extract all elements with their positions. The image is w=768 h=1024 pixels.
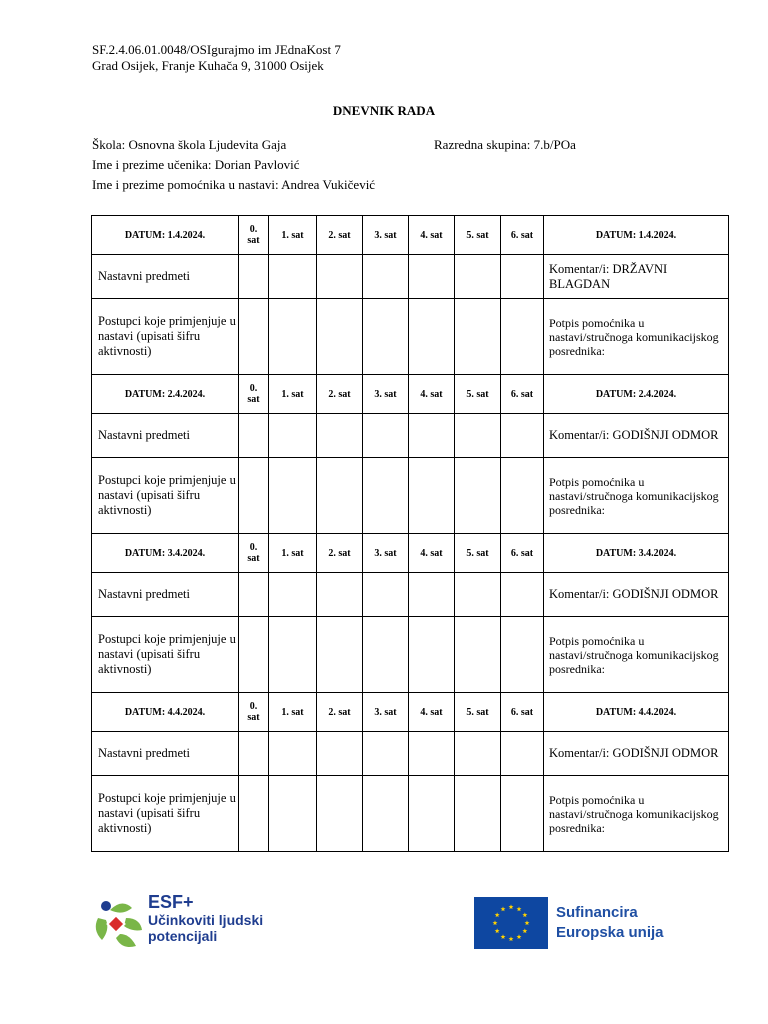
- subjects-label: Nastavni predmeti: [92, 255, 239, 299]
- subject-entry-cell[interactable]: [239, 414, 269, 458]
- subjects-label: Nastavni predmeti: [92, 573, 239, 617]
- subject-entry-cell[interactable]: [239, 255, 269, 299]
- period-0-header: [239, 693, 269, 732]
- procedure-entry-cell[interactable]: [409, 617, 455, 693]
- period-header: 1. sat: [269, 216, 317, 255]
- procedure-entry-cell[interactable]: [409, 299, 455, 375]
- period-header: 1. sat: [269, 693, 317, 732]
- project-code: SF.2.4.06.01.0048/OSIgurajmo im JEdnaKost 7: [92, 42, 341, 57]
- subject-entry-cell[interactable]: [455, 573, 501, 617]
- procedure-entry-cell[interactable]: [455, 299, 501, 375]
- procedures-row: [92, 458, 729, 534]
- procedure-entry-cell[interactable]: [363, 776, 409, 852]
- procedures-label: Postupci koje primjenjuje u nastavi (upisati šifru aktivnosti): [92, 299, 239, 375]
- procedure-entry-cell[interactable]: [363, 617, 409, 693]
- period-header: 2. sat: [317, 534, 363, 573]
- subject-entry-cell[interactable]: [317, 573, 363, 617]
- work-log-table: [91, 215, 729, 852]
- procedure-entry-cell[interactable]: [269, 776, 317, 852]
- period-header: 4. sat: [409, 375, 455, 414]
- document-title: DNEVNIK RADA: [332, 103, 436, 118]
- procedure-entry-cell[interactable]: [501, 617, 544, 693]
- subject-entry-cell[interactable]: [363, 414, 409, 458]
- esf-logo: [92, 892, 282, 956]
- comment-cell: Komentar/i: GODIŠNJI ODMOR: [544, 414, 729, 458]
- subject-entry-cell[interactable]: [501, 414, 544, 458]
- date-cell-right: DATUM: 2.4.2024.: [544, 375, 729, 414]
- subjects-label: Nastavni predmeti: [92, 414, 239, 458]
- procedure-entry-cell[interactable]: [269, 458, 317, 534]
- procedures-row: [92, 299, 729, 375]
- subject-entry-cell[interactable]: [409, 732, 455, 776]
- procedure-entry-cell[interactable]: [455, 776, 501, 852]
- comment-cell: Komentar/i: DRŽAVNI BLAGDAN: [544, 255, 729, 299]
- period-0-word: sat: [247, 394, 260, 405]
- subject-entry-cell[interactable]: [455, 414, 501, 458]
- date-cell-right: DATUM: 4.4.2024.: [544, 693, 729, 732]
- date-cell-right: DATUM: 1.4.2024.: [544, 216, 729, 255]
- subject-entry-cell[interactable]: [409, 414, 455, 458]
- procedures-label: Postupci koje primjenjuje u nastavi (upisati šifru aktivnosti): [92, 458, 239, 534]
- period-header: 5. sat: [455, 216, 501, 255]
- period-header: 2. sat: [317, 216, 363, 255]
- subject-entry-cell[interactable]: [409, 573, 455, 617]
- period-0-word: sat: [247, 235, 260, 246]
- eu-line1: Sufinancira: [556, 904, 638, 921]
- period-header: 6. sat: [501, 216, 544, 255]
- eu-flag-icon: [474, 897, 548, 949]
- period-header: 6. sat: [501, 693, 544, 732]
- procedure-entry-cell[interactable]: [501, 299, 544, 375]
- comment-cell: Komentar/i: GODIŠNJI ODMOR: [544, 732, 729, 776]
- period-0-word: sat: [247, 553, 260, 564]
- period-header: 4. sat: [409, 693, 455, 732]
- procedure-entry-cell[interactable]: [239, 299, 269, 375]
- period-0-number: 0.: [249, 542, 258, 553]
- period-header: 3. sat: [363, 534, 409, 573]
- period-header: 6. sat: [501, 534, 544, 573]
- document-header: [92, 42, 341, 74]
- subject-entry-cell[interactable]: [269, 414, 317, 458]
- eu-line2: Europska unija: [556, 924, 664, 941]
- subject-entry-cell[interactable]: [409, 255, 455, 299]
- day-header-row: [92, 693, 729, 732]
- period-header: 4. sat: [409, 216, 455, 255]
- procedure-entry-cell[interactable]: [363, 458, 409, 534]
- subject-entry-cell[interactable]: [239, 573, 269, 617]
- signature-cell: Potpis pomoćnika u nastavi/stručnoga komunikacijskog posrednika:: [544, 458, 729, 534]
- procedure-entry-cell[interactable]: [409, 458, 455, 534]
- subjects-label: Nastavni predmeti: [92, 732, 239, 776]
- procedure-entry-cell[interactable]: [363, 299, 409, 375]
- date-cell: DATUM: 1.4.2024.: [92, 216, 239, 255]
- procedure-entry-cell[interactable]: [317, 458, 363, 534]
- subject-entry-cell[interactable]: [269, 255, 317, 299]
- organization-address: Grad Osijek, Franje Kuhača 9, 31000 Osijek: [92, 58, 324, 73]
- esf-flower-icon: [92, 896, 144, 952]
- period-header: 1. sat: [269, 375, 317, 414]
- assistant-field: Ime i prezime pomoćnika u nastavi: Andrea Vukičević: [92, 177, 376, 192]
- procedures-row: [92, 617, 729, 693]
- period-header: 3. sat: [363, 375, 409, 414]
- subject-entry-cell[interactable]: [363, 255, 409, 299]
- procedures-label: Postupci koje primjenjuje u nastavi (upisati šifru aktivnosti): [92, 617, 239, 693]
- subject-entry-cell[interactable]: [317, 732, 363, 776]
- period-0-header: [239, 216, 269, 255]
- signature-cell: Potpis pomoćnika u nastavi/stručnoga komunikacijskog posrednika:: [544, 617, 729, 693]
- class-group-field: Razredna skupina: 7.b/POa: [434, 137, 576, 152]
- procedure-entry-cell[interactable]: [317, 299, 363, 375]
- procedure-entry-cell[interactable]: [317, 776, 363, 852]
- subject-entry-cell[interactable]: [501, 732, 544, 776]
- procedure-entry-cell[interactable]: [239, 617, 269, 693]
- date-cell: DATUM: 2.4.2024.: [92, 375, 239, 414]
- subject-entry-cell[interactable]: [501, 573, 544, 617]
- period-0-word: sat: [247, 712, 260, 723]
- day-header-row: [92, 216, 729, 255]
- procedure-entry-cell[interactable]: [269, 617, 317, 693]
- subject-entry-cell[interactable]: [269, 573, 317, 617]
- subjects-row: [92, 573, 729, 617]
- period-header: 5. sat: [455, 375, 501, 414]
- subjects-row: [92, 414, 729, 458]
- comment-cell: Komentar/i: GODIŠNJI ODMOR: [544, 573, 729, 617]
- signature-cell: Potpis pomoćnika u nastavi/stručnoga komunikacijskog posrednika:: [544, 776, 729, 852]
- subject-entry-cell[interactable]: [455, 732, 501, 776]
- procedure-entry-cell[interactable]: [501, 458, 544, 534]
- esf-line2: potencijali: [148, 928, 218, 944]
- period-header: 2. sat: [317, 375, 363, 414]
- date-cell: DATUM: 4.4.2024.: [92, 693, 239, 732]
- period-header: 1. sat: [269, 534, 317, 573]
- esf-line1: Učinkoviti ljudski: [148, 912, 264, 928]
- esf-brand-text: ESF+: [148, 892, 194, 912]
- subject-entry-cell[interactable]: [501, 255, 544, 299]
- subject-entry-cell[interactable]: [317, 414, 363, 458]
- student-field: Ime i prezime učenika: Dorian Pavlović: [92, 157, 300, 172]
- period-0-number: 0.: [249, 383, 258, 394]
- procedures-row: [92, 776, 729, 852]
- period-header: 3. sat: [363, 216, 409, 255]
- subject-entry-cell[interactable]: [455, 255, 501, 299]
- procedure-entry-cell[interactable]: [455, 617, 501, 693]
- period-header: 5. sat: [455, 693, 501, 732]
- day-header-row: [92, 375, 729, 414]
- period-header: 5. sat: [455, 534, 501, 573]
- period-0-header: [239, 375, 269, 414]
- procedure-entry-cell[interactable]: [455, 458, 501, 534]
- signature-cell: Potpis pomoćnika u nastavi/stručnoga komunikacijskog posrednika:: [544, 299, 729, 375]
- period-header: 4. sat: [409, 534, 455, 573]
- procedure-entry-cell[interactable]: [317, 617, 363, 693]
- subject-entry-cell[interactable]: [269, 732, 317, 776]
- period-0-number: 0.: [249, 224, 258, 235]
- day-header-row: [92, 534, 729, 573]
- procedure-entry-cell[interactable]: [239, 776, 269, 852]
- period-0-number: 0.: [249, 701, 258, 712]
- date-cell: DATUM: 3.4.2024.: [92, 534, 239, 573]
- subjects-row: [92, 255, 729, 299]
- date-cell-right: DATUM: 3.4.2024.: [544, 534, 729, 573]
- procedure-entry-cell[interactable]: [501, 776, 544, 852]
- subjects-row: [92, 732, 729, 776]
- procedure-entry-cell[interactable]: [269, 299, 317, 375]
- procedures-label: Postupci koje primjenjuje u nastavi (upisati šifru aktivnosti): [92, 776, 239, 852]
- subject-entry-cell[interactable]: [363, 573, 409, 617]
- procedure-entry-cell[interactable]: [409, 776, 455, 852]
- subject-entry-cell[interactable]: [363, 732, 409, 776]
- subject-entry-cell[interactable]: [239, 732, 269, 776]
- period-0-header: [239, 534, 269, 573]
- procedure-entry-cell[interactable]: [239, 458, 269, 534]
- period-header: 6. sat: [501, 375, 544, 414]
- period-header: 2. sat: [317, 693, 363, 732]
- school-field: Škola: Osnovna škola Ljudevita Gaja: [92, 137, 287, 152]
- eu-logo: [474, 897, 704, 953]
- period-header: 3. sat: [363, 693, 409, 732]
- subject-entry-cell[interactable]: [317, 255, 363, 299]
